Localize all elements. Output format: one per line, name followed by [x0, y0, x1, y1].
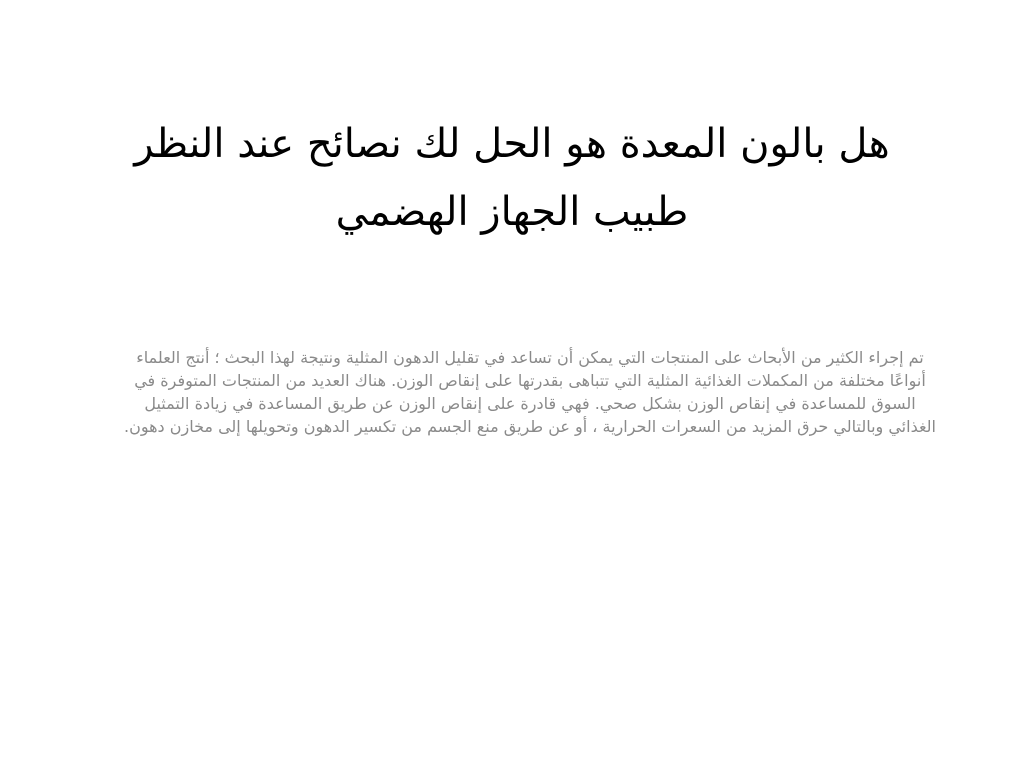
slide-title: هل بالون المعدة هو الحل لك نصائح عند النظر طبيب الجهاز الهضمي: [134, 121, 890, 235]
slide-body-text: تم إجراء الكثير من الأبحاث على المنتجات التي يمكن أن تساعد في تقليل الدهون المثلية ونتيجة لهذا البحث ؛ أنتج العلماء أنواعًا مختلفة من المكملات الغذائية المثلية التي تتباهى بقدرتها على إنقاص الوزن. هناك العديد من المنتجات المتوفرة في السوق للمساعدة في إنقاص الوزن بشكل صحي. فهي قادرة على إنقاص الوزن عن طريق المساعدة في زيادة التمثيل الغذائي وبالتالي حرق المزيد من السعرات الحرارية ، أو عن طريق منع الجسم من تكسير الدهون وتحويلها إلى مخازن دهون.: [124, 348, 936, 436]
